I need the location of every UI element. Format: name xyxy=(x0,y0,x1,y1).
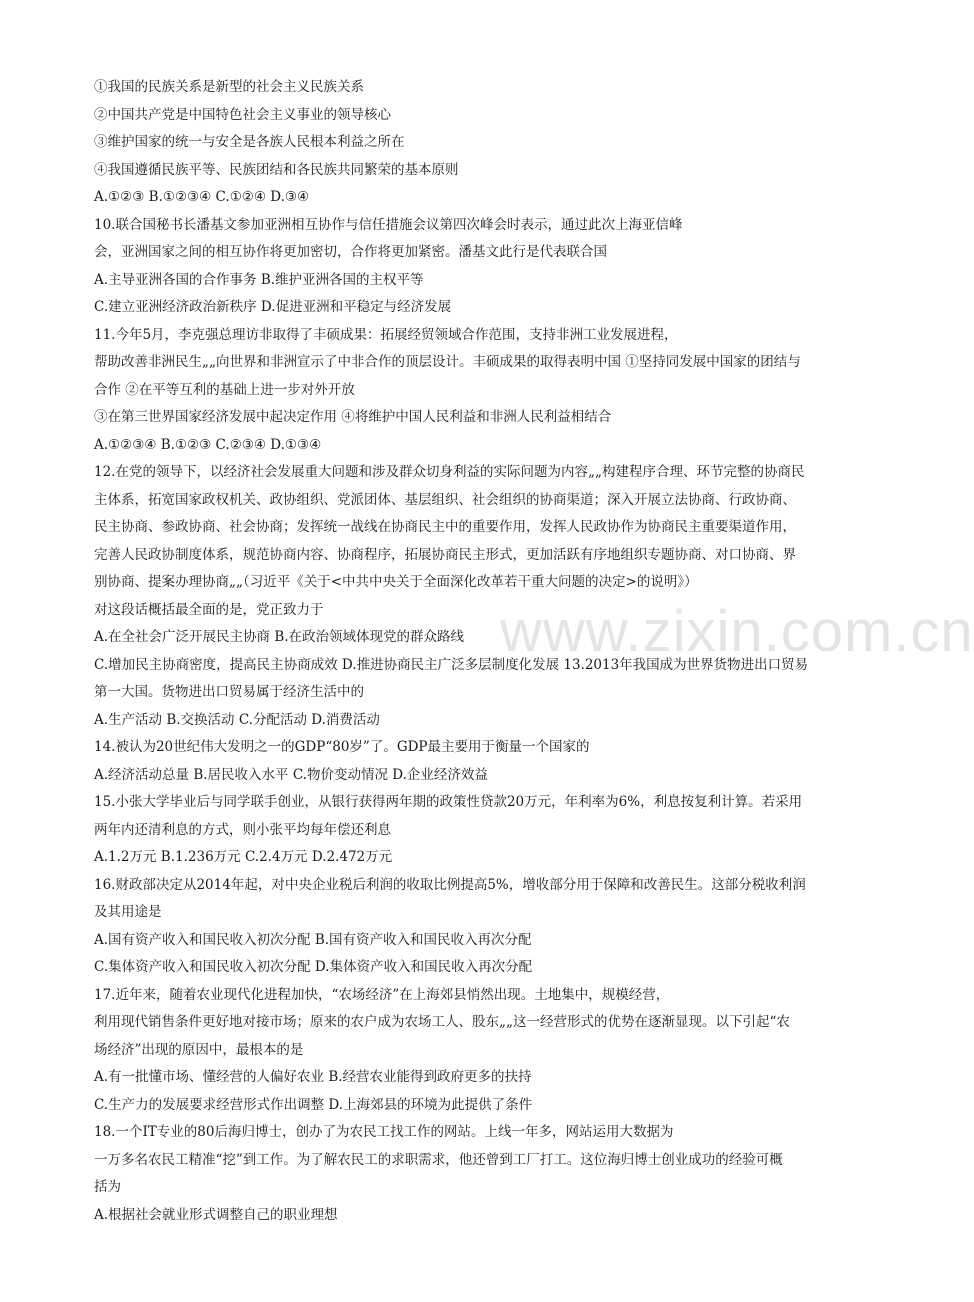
text-line: 括为 xyxy=(94,1179,121,1195)
text-line: 别协商、提案办理协商„„（习近平《关于<中共中央关于全面深化改革若干重大问题的决定>的说明》） xyxy=(94,574,698,590)
text-line: 11.今年5月，李克强总理访非取得了丰硕成果：拓展经贸领域合作范围，支持非洲工业发展进程， xyxy=(94,326,678,343)
text-line: ③维护国家的统一与安全是各族人民根本利益之所在 xyxy=(94,134,405,150)
watermark: www.zixin.com.cn xyxy=(500,599,974,664)
text-line: ②中国共产党是中国特色社会主义事业的领导核心 xyxy=(94,106,391,123)
text-line: 及其用途是 xyxy=(94,904,162,920)
text-line: 16.财政部决定从2014年起，对中央企业税后利润的收取比例提高5%，增收部分用于保障和改善民生。这部分税收利润 xyxy=(94,876,806,893)
text-line: 民主协商、参政协商、社会协商；发挥统一战线在协商民主中的重要作用，发挥人民政协作为协商民主重要渠道作用， xyxy=(94,519,796,535)
text-line: 10.联合国秘书长潘基文参加亚洲相互协作与信任措施会议第四次峰会时表示，通过此次上海亚信峰 xyxy=(94,216,683,233)
text-line: A.在全社会广泛开展民主协商 B.在政治领域体现党的群众路线 xyxy=(94,629,465,645)
text-line: 一万多名农民工精准“挖”到工作。为了解农民工的求职需求，他还曾到工厂打工。这位海归博士创业成功的经验可概 xyxy=(94,1151,783,1168)
text-line: A.根据社会就业形式调整自己的职业理想 xyxy=(94,1206,338,1223)
text-line: 帮助改善非洲民生„„向世界和非洲宣示了中非合作的顶层设计。丰硕成果的取得表明中国 ①坚持同发展中国家的团结与 xyxy=(94,354,801,370)
text-line: 主体系，拓宽国家政权机关、政协组织、党派团体、基层组织、社会组织的协商渠道；深入开展立法协商、行政协商、 xyxy=(94,491,796,508)
text-line: 15.小张大学毕业后与同学联手创业，从银行获得两年期的政策性贷款20万元，年利率为6%，利息按复利计算。若采用 xyxy=(94,794,803,810)
text-line: 两年内还清利息的方式，则小张平均每年偿还利息 xyxy=(94,821,391,838)
text-line: ④我国遵循民族平等、民族团结和各民族共同繁荣的基本原则 xyxy=(94,161,459,178)
text-line: C.增加民主协商密度，提高民主协商成效 D.推进协商民主广泛多层制度化发展 13.2013年我国成为世界货物进出口贸易 xyxy=(94,656,809,673)
text-line: A.经济活动总量 B.居民收入水平 C.物价变动情况 D.企业经济效益 xyxy=(94,766,488,783)
text-line: A.国有资产收入和国民收入初次分配 B.国有资产收入和国民收入再次分配 xyxy=(94,931,532,948)
text-line: 12.在党的领导下，以经济社会发展重大问题和涉及群众切身利益的实际问题为内容„„构建程序合理、环节完整的协商民 xyxy=(94,464,805,480)
text-line: 场经济”出现的原因中，最根本的是 xyxy=(94,1041,304,1058)
text-line: 18.一个IT专业的80后海归博士，创办了为农民工找工作的网站。上线一年多，网站运用大数据为 xyxy=(94,1124,674,1140)
text-line: 完善人民政协制度体系，规范协商内容、协商程序，拓展协商民主形式，更加活跃有序地组织专题协商、对口协商、界 xyxy=(94,546,796,563)
text-line: 合作 ②在平等互利的基础上进一步对外开放 xyxy=(94,381,355,398)
text-line: A.有一批懂市场、懂经营的人偏好农业 B.经营农业能得到政府更多的扶持 xyxy=(94,1069,532,1085)
document-page xyxy=(94,74,834,1229)
text-line: 利用现代销售条件更好地对接市场；原来的农户成为农场工人、股东„„这一经营形式的优势在逐渐显现。以下引起“农 xyxy=(94,1014,790,1030)
text-line: 会，亚洲国家之间的相互协作将更加密切，合作将更加紧密。潘基文此行是代表联合国 xyxy=(94,244,607,260)
text-line: A.生产活动 B.交换活动 C.分配活动 D.消费活动 xyxy=(94,711,380,728)
text-line: ③在第三世界国家经济发展中起决定作用 ④将维护中国人民利益和非洲人民利益相结合 xyxy=(94,409,612,425)
text-line: A.1.2万元 B.1.236万元 C.2.4万元 D.2.472万元 xyxy=(94,849,393,865)
text-line: C.集体资产收入和国民收入初次分配 D.集体资产收入和国民收入再次分配 xyxy=(94,959,533,975)
text-line: ①我国的民族关系是新型的社会主义民族关系 xyxy=(94,79,364,95)
text-line: 17.近年来，随着农业现代化进程加快，“农场经济”在上海郊县悄然出现。土地集中，规模经营， xyxy=(94,986,670,1003)
text-line: C.建立亚洲经济政治新秩序 D.促进亚洲和平稳定与经济发展 xyxy=(94,299,452,315)
text-line: A.主导亚洲各国的合作事务 B.维护亚洲各国的主权平等 xyxy=(94,271,424,288)
text-line: 14.被认为20世纪伟大发明之一的GDP“80岁”了。GDP最主要用于衡量一个国家的 xyxy=(94,739,590,755)
text-line: 对这段话概括最全面的是，党正致力于 xyxy=(94,601,324,618)
text-line: A.①②③④ B.①②③ C.②③④ D.①③④ xyxy=(94,436,322,453)
text-line: 第一大国。货物进出口贸易属于经济生活中的 xyxy=(94,684,364,700)
text-line: A.①②③ B.①②③④ C.①②④ D.③④ xyxy=(94,189,310,205)
text-line: C.生产力的发展要求经营形式作出调整 D.上海郊县的环境为此提供了条件 xyxy=(94,1096,533,1113)
